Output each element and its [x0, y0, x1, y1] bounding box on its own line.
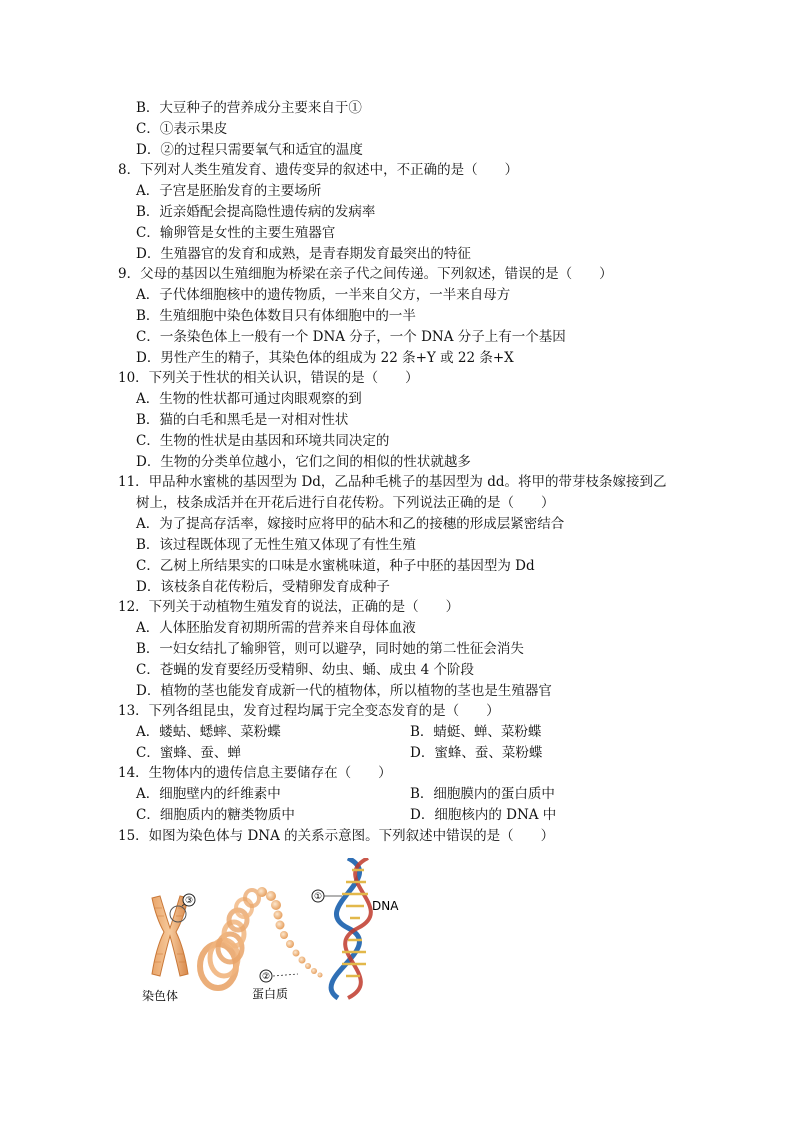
marker-3-label: ③	[184, 896, 194, 906]
q8-option-a: A．子宫是胚胎发育的主要场所	[136, 183, 322, 199]
chromosome-dna-figure	[138, 858, 438, 1008]
dna-label: DNA	[372, 899, 399, 913]
chromosome-label: 染色体	[142, 989, 179, 1003]
protein-label: 蛋白质	[252, 987, 289, 1001]
q14-option-a: A．细胞壁内的纤维素中	[136, 786, 281, 802]
q13-option-c: C．蜜蜂、蚕、蝉	[136, 745, 241, 761]
q12-option-a: A．人体胚胎发育初期所需的营养来自母体血液	[136, 620, 416, 636]
q9-option-a: A．子代体细胞核中的遗传物质，一半来自父方，一半来自母方	[136, 287, 511, 303]
question-13: 13．下列各组昆虫，发育过程均属于完全变态发育的是（ ）	[118, 703, 500, 719]
chromosome-dna-illustration	[138, 858, 438, 1008]
dna-helix	[331, 858, 371, 998]
q14-option-c: C．细胞质内的糖类物质中	[136, 807, 295, 823]
q11-option-a: A．为了提高存活率，嫁接时应将甲的砧木和乙的接穗的形成层紧密结合	[136, 516, 565, 532]
q14-option-b: B．细胞膜内的蛋白质中	[410, 786, 555, 802]
marker-2-leader	[273, 974, 298, 976]
q7-option-d: D．②的过程只需要氧气和适宜的温度	[136, 142, 363, 158]
q8-option-c: C．输卵管是女性的主要生殖器官	[136, 225, 336, 241]
q7-option-b: B．大豆种子的营养成分主要来自于①	[136, 100, 362, 116]
question-15: 15．如图为染色体与 DNA 的关系示意图。下列叙述中错误的是（ ）	[118, 828, 555, 844]
q9-option-b: B．生殖细胞中染色体数目只有体细胞中的一半	[136, 308, 416, 324]
marker-2-label: ②	[261, 972, 271, 982]
nucleosome-beads	[257, 887, 323, 978]
q12-option-d: D．植物的茎也能发育成新一代的植物体，所以植物的茎也是生殖器官	[136, 683, 552, 699]
q9-option-d: D．男性产生的精子，其染色体的组成为 22 条+Y 或 22 条+X	[136, 350, 514, 366]
question-11: 11．甲品种水蜜桃的基因型为 Dd，乙品种毛桃子的基因型为 dd。将甲的带芽枝条嫁接到乙	[118, 474, 667, 490]
q10-option-d: D．生物的分类单位越小，它们之间的相似的性状就越多	[136, 454, 471, 470]
q13-option-d: D．蜜蜂、蚕、菜粉蝶	[410, 745, 543, 761]
q12-option-c: C．苍蝇的发育要经历受精卵、幼虫、蛹、成虫 4 个阶段	[136, 662, 475, 678]
q7-option-c: C．①表示果皮	[136, 121, 228, 137]
q9-option-c: C．一条染色体上一般有一个 DNA 分子，一个 DNA 分子上有一个基因	[136, 329, 566, 345]
question-9: 9．父母的基因以生殖细胞为桥梁在亲子代之间传递。下列叙述，错误的是（ ）	[118, 266, 613, 282]
q8-option-d: D．生殖器官的发育和成熟，是青春期发育最突出的特征	[136, 246, 471, 262]
q13-option-a: A．蝼蛄、蟋蟀、菜粉蝶	[136, 724, 281, 740]
question-8: 8．下列对人类生殖发育、遗传变异的叙述中，不正确的是（ ）	[118, 162, 519, 178]
question-10: 10．下列关于性状的相关认识，错误的是（ ）	[118, 370, 419, 386]
q11-option-b: B．该过程既体现了无性生殖又体现了有性生殖	[136, 537, 416, 553]
q14-option-d: D．细胞核内的 DNA 中	[410, 807, 557, 823]
q11-option-c: C．乙树上所结果实的口味是水蜜桃味道，种子中胚的基因型为 Dd	[136, 558, 535, 574]
q10-option-a: A．生物的性状都可通过肉眼观察的到	[136, 391, 362, 407]
question-11-continued: 树上，枝条成活并在开花后进行自花传粉。下列说法正确的是（ ）	[136, 495, 555, 511]
q13-option-b: B．蜻蜓、蝉、菜粉蝶	[410, 724, 542, 740]
question-14: 14．生物体内的遗传信息主要储存在（ ）	[118, 765, 392, 781]
q12-option-b: B．一妇女结扎了输卵管，则可以避孕，同时她的第二性征会消失	[136, 641, 524, 657]
q10-option-c: C．生物的性状是由基因和环境共同决定的	[136, 433, 390, 449]
marker-1-label: ①	[313, 892, 323, 902]
q11-option-d: D．该枝条自花传粉后，受精卵发育成种子	[136, 579, 390, 595]
question-12: 12．下列关于动植物生殖发育的说法，正确的是（ ）	[118, 599, 460, 615]
chromosome-shape	[152, 896, 188, 976]
q8-option-b: B．近亲婚配会提高隐性遗传病的发病率	[136, 204, 376, 220]
coiled-chromatin	[200, 890, 259, 988]
q10-option-b: B．猫的白毛和黑毛是一对相对性状	[136, 412, 349, 428]
